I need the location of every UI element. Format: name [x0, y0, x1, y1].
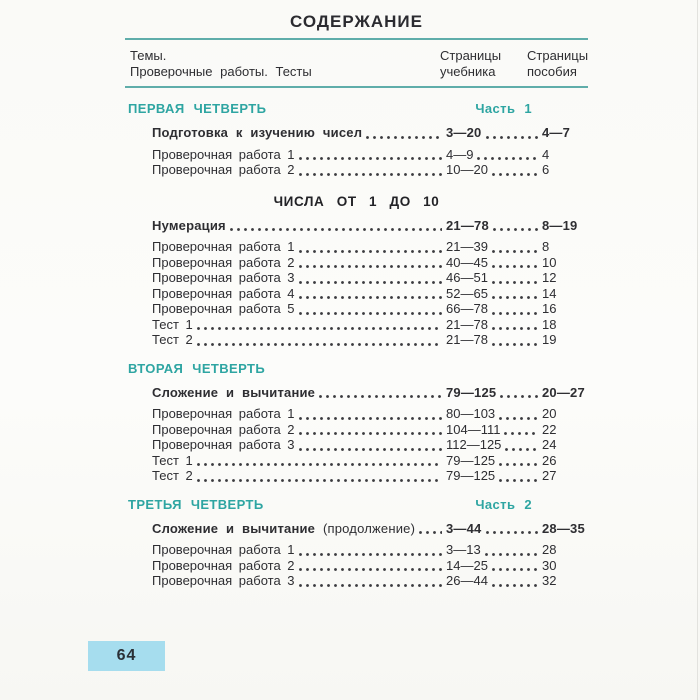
section-part-label: Часть 2: [475, 496, 532, 512]
dot-leader: [197, 479, 442, 482]
column-header-workbook-pages: [527, 48, 588, 80]
section-center-heading: ЧИСЛА ОТ 1 ДО 10: [273, 193, 440, 209]
dot-leader: [299, 250, 442, 253]
textbook-pages-cell: [446, 468, 542, 484]
workbook-pages: 24: [542, 437, 557, 452]
textbook-pages-cell: [446, 286, 542, 302]
textbook-pages-cell: [446, 147, 542, 163]
column-header-textbook-line1: Страницы: [440, 48, 502, 63]
workbook-pages: 6: [542, 162, 550, 177]
dot-leader: [486, 136, 539, 139]
page-number: 64: [116, 647, 137, 664]
textbook-pages-cell: [446, 332, 542, 348]
toc-section-numbers-1-to-10: [125, 194, 588, 348]
toc-entry-row: [152, 332, 588, 348]
toc-section-second-quarter: [125, 361, 588, 484]
workbook-pages: 28—35: [542, 520, 585, 536]
textbook-pages-cell: [446, 385, 542, 401]
toc-entry-row: [152, 468, 588, 484]
dot-leader: [492, 281, 538, 284]
workbook-pages: 16: [542, 301, 557, 316]
toc-topic-row: [152, 385, 588, 401]
workbook-pages: 18: [542, 316, 557, 332]
workbook-pages: 26: [542, 452, 557, 468]
textbook-pages-cell: [446, 573, 542, 589]
workbook-pages: 20: [542, 406, 557, 421]
entry-title: Проверочная работа 1: [152, 146, 295, 162]
toc-entry-row: [152, 239, 588, 255]
textbook-pages: 14—25: [446, 557, 488, 573]
column-header-topics: [130, 48, 440, 80]
textbook-pages: 66—78: [446, 301, 488, 316]
textbook-pages-cell: [446, 521, 542, 537]
column-header-topics-line2: Проверочные работы. Тесты: [130, 64, 312, 79]
dot-leader: [299, 296, 442, 299]
textbook-pages: 79—125: [446, 384, 497, 400]
textbook-pages: 4—9: [446, 146, 474, 162]
toc-entry-row: [152, 162, 588, 178]
toc-entry-row: [152, 270, 588, 286]
toc-entry-row: [152, 406, 588, 422]
toc-entry-row: [152, 542, 588, 558]
textbook-pages: 40—45: [446, 254, 488, 270]
workbook-pages: 27: [542, 468, 557, 483]
textbook-pages-cell: [446, 162, 542, 178]
topic-title: Нумерация: [152, 217, 226, 233]
textbook-pages: 79—125: [446, 468, 496, 483]
workbook-pages: 14: [542, 285, 557, 301]
textbook-pages: 21—78: [446, 332, 488, 347]
textbook-pages-cell: [446, 437, 542, 453]
toc-column-headers: [125, 40, 588, 86]
page-title: СОДЕРЖАНИЕ: [290, 12, 423, 31]
dot-leader: [492, 327, 538, 330]
toc-entry-row: [152, 286, 588, 302]
section-heading: ВТОРАЯ ЧЕТВЕРТЬ: [128, 360, 266, 376]
dot-leader: [499, 479, 538, 482]
dot-leader: [197, 327, 442, 330]
section-rows: [152, 385, 588, 484]
topic-title: [152, 521, 415, 537]
entry-title: Проверочная работа 2: [152, 557, 295, 573]
dot-leader: [492, 312, 538, 315]
dot-leader: [299, 448, 442, 451]
textbook-pages-cell: [446, 406, 542, 422]
textbook-pages-cell: [446, 453, 542, 469]
dot-leader: [197, 463, 442, 466]
toc-section-third-quarter: [125, 497, 588, 589]
entry-title: Проверочная работа 1: [152, 542, 295, 557]
workbook-pages: 12: [542, 270, 557, 285]
dot-leader: [477, 157, 538, 160]
dot-leader: [299, 173, 442, 176]
dot-leader: [299, 417, 442, 420]
column-header-workbook-line2: пособия: [527, 64, 577, 79]
dot-leader: [493, 228, 538, 231]
toc-topic-row: [152, 125, 588, 141]
section-heading-row: [125, 101, 588, 116]
section-rows: [152, 218, 588, 348]
textbook-pages: 79—125: [446, 452, 496, 468]
toc-topic-row: [152, 218, 588, 234]
workbook-pages: 4: [542, 146, 550, 162]
dot-leader: [499, 417, 538, 420]
workbook-pages: 4—7: [542, 125, 571, 140]
toc-entry-row: [152, 317, 588, 333]
textbook-pages: 21—78: [446, 217, 489, 233]
textbook-pages-cell: [446, 270, 542, 286]
dot-leader: [299, 312, 442, 315]
textbook-pages: 21—78: [446, 316, 488, 332]
textbook-pages-cell: [446, 422, 542, 438]
dot-leader: [319, 395, 442, 398]
page-number-badge: [88, 641, 165, 671]
dot-leader: [299, 265, 442, 268]
textbook-pages-cell: [446, 542, 542, 558]
toc-entry-row: [152, 573, 588, 589]
textbook-pages: 26—44: [446, 573, 488, 588]
topic-title: Подготовка к изучению чисел: [152, 125, 363, 140]
dot-leader: [492, 265, 538, 268]
textbook-pages-cell: [446, 218, 542, 234]
workbook-pages: 22: [542, 421, 557, 437]
workbook-pages: 20—27: [542, 384, 585, 400]
dot-leader: [499, 463, 538, 466]
workbook-pages: 30: [542, 557, 557, 573]
toc-entry-row: [152, 437, 588, 453]
entry-title: Тест 1: [152, 316, 193, 332]
dot-leader: [492, 250, 538, 253]
dot-leader: [366, 136, 442, 139]
dot-leader: [500, 395, 538, 398]
dot-leader: [299, 584, 442, 587]
section-rows: [152, 521, 588, 589]
workbook-pages: 28: [542, 542, 557, 557]
textbook-pages: 21—39: [446, 239, 488, 254]
entry-title: Проверочная работа 5: [152, 301, 295, 316]
textbook-pages: 80—103: [446, 406, 496, 421]
textbook-pages-cell: [446, 255, 542, 271]
entry-title: Проверочная работа 1: [152, 239, 295, 254]
dot-leader: [492, 343, 538, 346]
column-header-textbook-pages: [440, 48, 527, 80]
entry-title: Проверочная работа 4: [152, 285, 295, 301]
dot-leader: [492, 296, 538, 299]
workbook-pages: 10: [542, 254, 557, 270]
dot-leader: [299, 553, 442, 556]
dot-leader: [485, 553, 538, 556]
entry-title: Проверочная работа 2: [152, 254, 295, 270]
textbook-pages: 52—65: [446, 285, 488, 301]
toc-section-first-quarter: [125, 101, 588, 178]
textbook-pages: 3—13: [446, 542, 481, 557]
dot-leader: [505, 448, 538, 451]
section-heading-row: [125, 497, 588, 512]
textbook-pages: 46—51: [446, 270, 488, 285]
section-rows: [152, 125, 588, 178]
section-part-label: Часть 1: [475, 101, 532, 116]
toc-entry-row: [152, 147, 588, 163]
topic-title-bold: Сложение и вычитание: [152, 520, 316, 536]
textbook-pages: 3—44: [446, 520, 482, 536]
entry-title: Проверочная работа 3: [152, 437, 295, 452]
workbook-pages: 32: [542, 573, 557, 588]
dot-leader: [492, 173, 538, 176]
page-scan-edge: [697, 0, 698, 700]
dot-leader: [419, 531, 442, 534]
dot-leader: [197, 343, 442, 346]
section-heading: ТРЕТЬЯ ЧЕТВЕРТЬ: [128, 496, 264, 512]
dot-leader: [492, 568, 538, 571]
textbook-pages-cell: [446, 558, 542, 574]
toc-topic-row: [152, 521, 588, 537]
entry-title: Проверочная работа 1: [152, 406, 295, 421]
toc-entry-row: [152, 453, 588, 469]
workbook-pages: 8—19: [542, 217, 578, 233]
entry-title: Тест 2: [152, 468, 193, 483]
toc-entry-row: [152, 255, 588, 271]
toc-entry-row: [152, 422, 588, 438]
textbook-pages: 104—111: [446, 421, 501, 437]
textbook-pages-cell: [446, 317, 542, 333]
toc-entry-row: [152, 558, 588, 574]
topic-title: Сложение и вычитание: [152, 384, 316, 400]
textbook-pages: 3—20: [446, 125, 482, 140]
section-heading-row: [125, 361, 588, 376]
textbook-pages-cell: [446, 239, 542, 255]
entry-title: Проверочная работа 2: [152, 162, 295, 177]
dot-leader: [230, 228, 442, 231]
table-of-contents: [125, 12, 588, 589]
entry-title: Проверочная работа 2: [152, 421, 295, 437]
header-rule-bottom: [125, 86, 588, 88]
textbook-pages-cell: [446, 301, 542, 317]
workbook-pages: 19: [542, 332, 557, 347]
topic-title-note: (продолжение): [322, 520, 416, 536]
section-heading: ПЕРВАЯ ЧЕТВЕРТЬ: [128, 101, 267, 116]
dot-leader: [299, 157, 442, 160]
toc-entry-row: [152, 301, 588, 317]
textbook-pages-cell: [446, 125, 542, 141]
dot-leader: [504, 432, 538, 435]
entry-title: Тест 2: [152, 332, 193, 347]
textbook-pages: 10—20: [446, 162, 488, 177]
column-header-textbook-line2: учебника: [440, 64, 496, 79]
column-header-topics-line1: Темы.: [130, 48, 167, 63]
dot-leader: [299, 432, 442, 435]
column-header-workbook-line1: Страницы: [527, 48, 589, 63]
entry-title: Проверочная работа 3: [152, 270, 295, 285]
workbook-pages: 8: [542, 239, 550, 254]
textbook-pages: 112—125: [446, 437, 502, 452]
entry-title: Проверочная работа 3: [152, 573, 295, 588]
dot-leader: [492, 584, 538, 587]
entry-title: Тест 1: [152, 452, 193, 468]
dot-leader: [486, 531, 539, 534]
dot-leader: [299, 281, 442, 284]
dot-leader: [299, 568, 442, 571]
